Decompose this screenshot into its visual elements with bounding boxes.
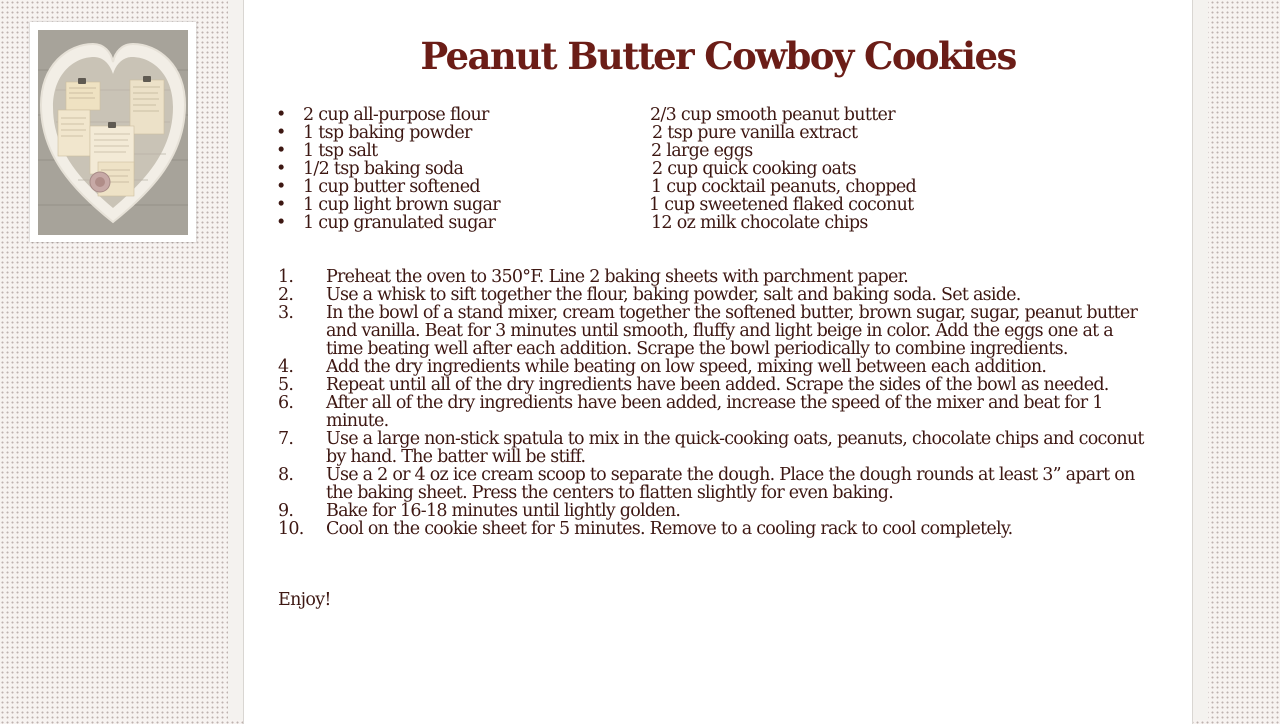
instruction-list (278, 268, 1148, 538)
step-number: 1. (278, 267, 294, 287)
step-text: Repeat until all of the dry ingredients have been added. Scrape the sides of the bowl as needed. (326, 375, 1109, 395)
ingredient-list (276, 106, 996, 232)
step-text: Add the dry ingredients while beating on low speed, mixing well between each addition. (326, 357, 1047, 377)
step-number: 10. (278, 519, 304, 539)
ingredient-right: 2 cup quick cooking oats (652, 159, 856, 179)
step-number: 6. (278, 393, 294, 413)
instruction-step (278, 376, 1148, 394)
ingredient-left: 1 cup light brown sugar (303, 195, 500, 215)
ingredient-row (276, 142, 996, 160)
step-text: In the bowl of a stand mixer, cream together the softened butter, brown sugar, sugar, peanut butter and vanilla. Beat for 3 minutes until smooth, fluffy and light beige in color. Add the eggs one at a time beating well after each addition. Scrape the bowl periodically to combine ingredients. (326, 303, 1138, 359)
instruction-step (278, 268, 1148, 286)
instruction-step (278, 358, 1148, 376)
ingredient-right: 2 large eggs (651, 141, 753, 161)
instruction-step (278, 502, 1148, 520)
bullet-icon: • (276, 213, 286, 233)
ingredient-row (276, 124, 996, 142)
bullet-icon: • (276, 195, 286, 215)
bullet-icon: • (276, 105, 286, 125)
step-number: 2. (278, 285, 294, 305)
ingredient-left: 1 cup granulated sugar (303, 213, 496, 233)
heart-recipe-board-photo (38, 30, 188, 235)
step-number: 5. (278, 375, 294, 395)
ingredient-left: 1 tsp salt (303, 141, 378, 161)
step-text: Cool on the cookie sheet for 5 minutes. Remove to a cooling rack to cool completely. (326, 519, 1013, 539)
ingredient-right: 2 tsp pure vanilla extract (652, 123, 858, 143)
instruction-step (278, 394, 1148, 430)
ingredient-right: 1 cup sweetened flaked coconut (649, 195, 914, 215)
ingredient-row (276, 106, 996, 124)
step-number: 7. (278, 429, 294, 449)
bullet-icon: • (276, 123, 286, 143)
step-number: 3. (278, 303, 294, 323)
ingredient-left: 1/2 tsp baking soda (303, 159, 464, 179)
ingredient-right: 1 cup cocktail peanuts, chopped (651, 177, 917, 197)
ingredient-right: 2/3 cup smooth peanut butter (650, 105, 895, 125)
bullet-icon: • (276, 177, 286, 197)
instruction-step (278, 286, 1148, 304)
instruction-step (278, 304, 1148, 358)
ingredient-row (276, 214, 996, 232)
step-text: Use a whisk to sift together the flour, baking powder, salt and baking soda. Set aside. (326, 285, 1021, 305)
step-number: 9. (278, 501, 294, 521)
ingredient-left: 2 cup all-purpose flour (303, 105, 489, 125)
instruction-step (278, 466, 1148, 502)
step-text: After all of the dry ingredients have been added, increase the speed of the mixer and beat for 1 minute. (326, 393, 1103, 431)
instruction-step (278, 520, 1148, 538)
ingredient-row (276, 196, 996, 214)
step-number: 8. (278, 465, 294, 485)
step-text: Preheat the oven to 350°F. Line 2 baking sheets with parchment paper. (326, 267, 909, 287)
photo-frame (30, 22, 196, 242)
ingredient-left: 1 cup butter softened (303, 177, 480, 197)
recipe-title: Peanut Butter Cowboy Cookies (420, 34, 1016, 78)
ingredient-row (276, 160, 996, 178)
step-text: Bake for 16-18 minutes until lightly golden. (326, 501, 681, 521)
bullet-icon: • (276, 141, 286, 161)
step-number: 4. (278, 357, 294, 377)
ingredient-row (276, 178, 996, 196)
ingredient-right: 12 oz milk chocolate chips (651, 213, 868, 233)
step-text: Use a large non-stick spatula to mix in the quick-cooking oats, peanuts, chocolate chips and coconut by hand. The batter will be stiff. (326, 429, 1144, 467)
ingredient-left: 1 tsp baking powder (303, 123, 472, 143)
instruction-step (278, 430, 1148, 466)
bullet-icon: • (276, 159, 286, 179)
step-text: Use a 2 or 4 oz ice cream scoop to separate the dough. Place the dough rounds at least 3” apart on the baking sheet. Press the centers to flatten slightly for even baking. (326, 465, 1135, 503)
closing-text: Enjoy! (278, 590, 331, 610)
